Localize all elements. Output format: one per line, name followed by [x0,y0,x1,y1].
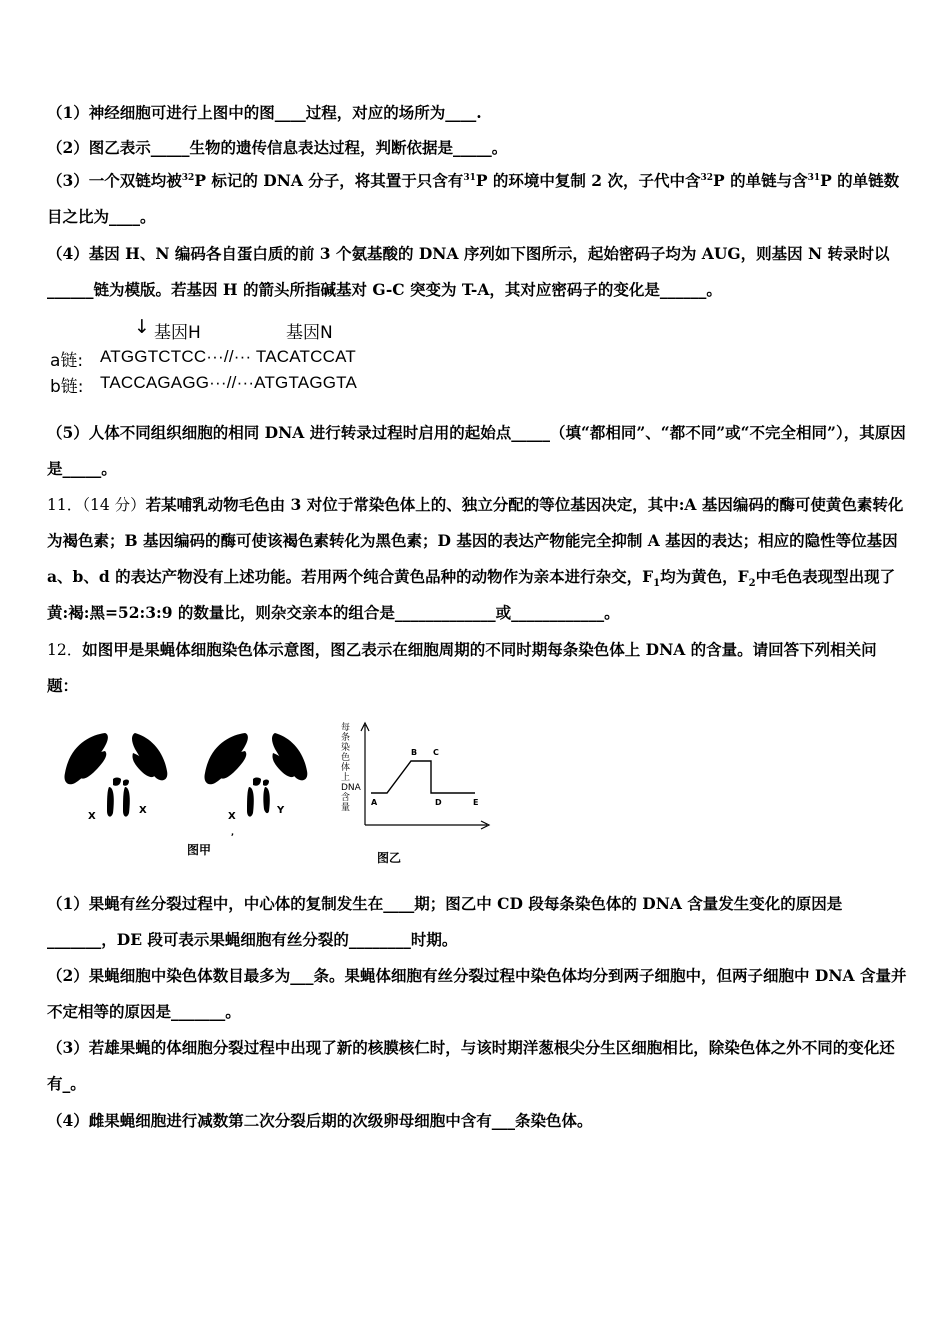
x-chromosome-label-1: X [88,811,96,822]
svg-text:,: , [231,828,235,837]
strand-b-label: b链: [50,377,84,397]
q12-part1: （1）果蝇有丝分裂过程中，中心体的复制发生在____期；图乙中 CD 段每条染色体的 DNA 含量发生变化的原因是_______，DE 段可表示果蝇细胞有丝分裂的________时期。 [47,894,843,949]
arrow-down-icon: ↓ [134,316,150,338]
q10-part2: （2）图乙表示_____生物的遗传信息表达过程，判断依据是_____。 [47,138,508,157]
figure-b-caption: 图乙 [377,851,402,865]
figure-a-caption: 图甲 [187,843,212,857]
point-a-label: A [371,798,378,807]
question-11: 11．（14 分）若某哺乳动物毛色由 3 对位于常染色体上的、独立分配的等位基因决定，其中:A 基因编码的酶可使黄色素转化为褐色素；B 基因编码的酶可使该褐色素转化为黑色素；D 基因的表达产物能完全抑制 A 基因的表达；相应的隐性等位基因 a、b、d 的表达产物没有上述功能。若用两个纯合黄色品种的动物作为亲本进行杂交，$F_1$均为黄色，$F_2$中毛色表现型出现了黄:褐:黑=52:3:9 的数量比，则杂交亲本的组合是_____________或____________。 [47,495,904,622]
strand-a-label: a链: [50,351,84,371]
point-b-label: B [411,748,418,757]
point-e-label: E [473,798,479,807]
point-c-label: C [433,748,439,757]
gene-n-label: 基因N [286,323,333,343]
q12-part4: （4）雌果蝇细胞进行减数第二次分裂后期的次级卵母细胞中含有___条染色体。 [47,1111,593,1130]
chromosome-set-male [204,733,307,817]
chromosome-figure [55,715,495,875]
gene-h-label: 基因H [154,323,201,343]
q12-part2: （2）果蝇细胞中染色体数目最多为___条。果蝇体细胞有丝分裂过程中染色体均分到两子细胞中，但两子细胞中 DNA 含量并不定相等的原因是_______。 [47,966,907,1021]
x-chromosome-label-3: X [228,811,236,822]
dna-sequence-figure [48,310,388,400]
point-d-label: D [435,798,442,807]
strand-a-sequence: ATGGTCTCC···//··· TACATCCAT [100,347,356,366]
q10-part5: （5）人体不同组织细胞的相同 DNA 进行转录过程时启用的起始点_____（填“都相同”、“都不同”或“不完全相同”），其原因是_____。 [47,423,906,478]
graph-y-axis-label: 每条染色体上DNA含量 [341,723,361,813]
q10-part4: （4）基因 H、N 编码各自蛋白质的前 3 个氨基酸的 DNA 序列如下图所示，起始密码子均为 AUG，则基因 N 转录时以______链为模版。若基因 H 的箭头所指碱基对 G-C 突变为 T-A，其对应密码子的变化是______。 [47,244,890,299]
x-chromosome-label-2: X [139,805,147,816]
figure-12 [55,715,495,875]
strand-b-sequence: TACCAGAGG···//···ATGTAGGTA [100,373,358,392]
dna-content-graph [361,723,489,829]
question-12-number: 12． [47,641,83,659]
q10-part1: （1）神经细胞可进行上图中的图____过程，对应的场所为____. [47,103,482,122]
q10-part3: （3）一个双链均被$^{32}$P 标记的 DNA 分子，将其置于只含有$^{31}$P 的环境中复制 2 次，子代中含$^{32}$P 的单链与含$^{31}$P 的单链数目之比为____。 [47,171,900,226]
q12-part3: （3）若雄果蝇的体细胞分裂过程中出现了新的核膜核仁时，与该时期洋葱根尖分生区细胞相比，除染色体之外不同的变化还有_。 [47,1038,895,1093]
question-12: 12．如图甲是果蝇体细胞染色体示意图，图乙表示在细胞周期的不同时期每条染色体上 DNA 的含量。请回答下列相关问题： [47,640,877,695]
question-11-number: 11．（14 分） [47,496,146,514]
y-chromosome-label: Y [277,805,285,816]
chromosome-set-female [64,733,167,817]
